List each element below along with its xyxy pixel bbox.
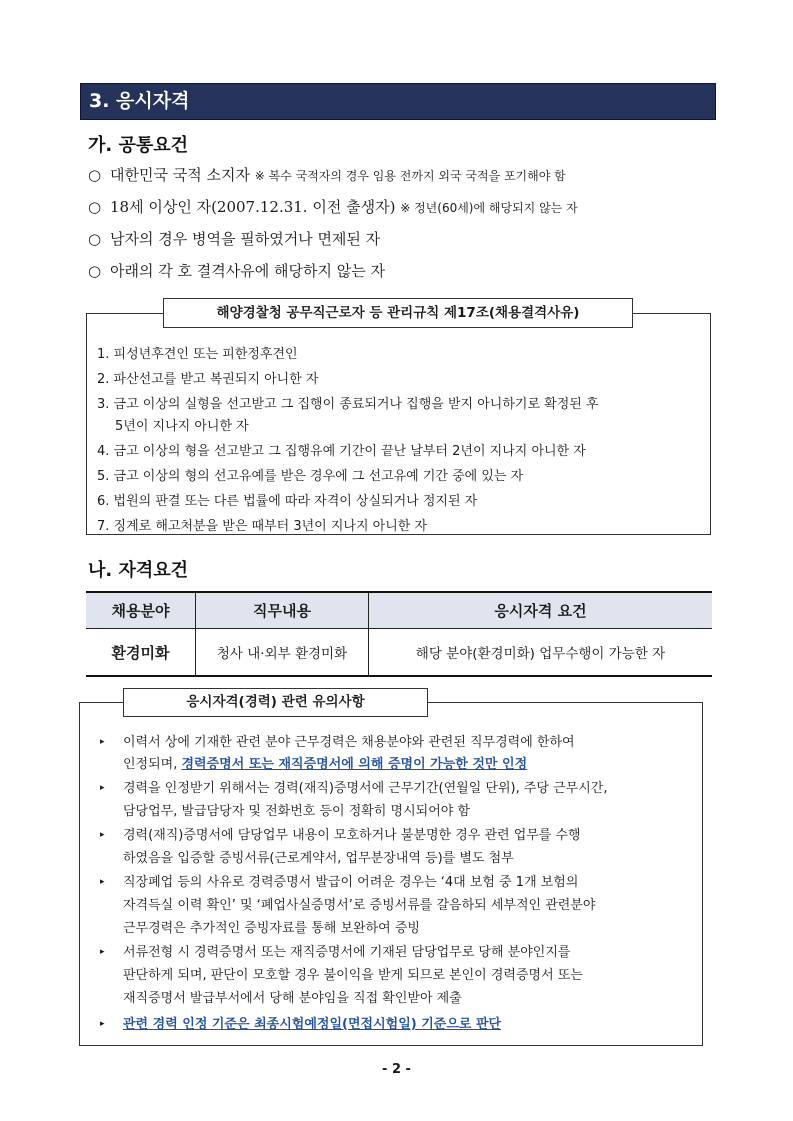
disqualification-item: 2. 파산선고를 받고 복권되지 아니한 자 [97,372,319,387]
column-header: 직무내용 [196,592,369,629]
circle-bullet: ○ [88,230,102,248]
note-item [100,1013,501,1032]
column-header: 응시자격 요건 [369,592,713,629]
disqualification-item: 4. 금고 이상의 형을 선고받고 그 집행유예 기간이 끝난 날부터 2년이 지나지 아니한 자 [97,444,586,459]
column-header: 채용분야 [86,592,196,629]
requirement-item: ○ 18세 이상인 자(2007.12.31. 이전 출생자) ※ 정년(60세)에 해당되지 않는 자 [88,198,578,216]
note-item: ▸ 경력을 인정받기 위해서는 경력(재직)증명서에 근무기간(연월일 단위), 주당 근무시간, [100,781,608,796]
note-item-continued: 담당업무, 발급담당자 및 전화번호 등이 정확히 명시되어야 함 [123,804,471,819]
disqualification-item: 1. 피성년후견인 또는 피한정후견인 [97,347,298,362]
table-cell: 환경미화 [86,629,196,677]
note-item-continued: 재직증명서 발급부서에서 당해 분야임을 직접 확인받아 제출 [123,991,462,1006]
table-row [86,629,712,677]
note-item-continued: 판단하게 되며, 판단이 모호할 경우 불이익을 받게 되므로 본인이 경력증명서 또는 [123,968,583,983]
highlighted-text: 관련 경력 인정 기준은 최종시험예정일(면접시험일) 기준으로 판단 [123,1017,502,1032]
triangle-bullet-icon: ▸ [100,830,105,840]
requirement-note: ※ 복수 국적자의 경우 임용 전까지 외국 국적을 포기해야 함 [254,169,566,183]
circle-bullet: ○ [88,166,102,184]
circle-bullet: ○ [88,198,102,216]
disqualification-item: 7. 징계로 해고처분을 받은 때부터 3년이 지나지 아니한 자 [97,519,428,534]
requirement-item: ○ 남자의 경우 병역을 필하였거나 면제된 자 [88,230,381,248]
table-cell: 청사 내·외부 환경미화 [196,629,369,677]
note-item-continued: 하였음을 입증할 증빙서류(근로계약서, 업무분장내역 등)를 별도 첨부 [123,851,514,866]
requirement-item: ○ 아래의 각 호 결격사유에 해당하지 않는 자 [88,262,385,280]
requirement-note: ※ 정년(60세)에 해당되지 않는 자 [400,201,578,215]
table-cell: 해당 분야(환경미화) 업무수행이 가능한 자 [369,629,713,677]
note-item: ▸ 이력서 상에 기재한 관련 분야 근무경력은 채용분야와 관련된 직무경력에 한하여 [100,735,575,750]
section-header [80,83,716,120]
highlighted-text: 경력증명서 또는 재직증명서에 의해 증명이 가능한 것만 인정 [181,757,528,772]
disqualification-item: 3. 금고 이상의 실형을 선고받고 그 집행이 종료되거나 집행을 받지 아니하기로 확정된 후 [97,397,599,412]
qualification-table [86,591,712,677]
triangle-bullet-icon: ▸ [100,877,105,887]
triangle-bullet-icon: ▸ [100,783,105,793]
triangle-bullet-icon: ▸ [100,737,105,747]
circle-bullet: ○ [88,262,102,280]
common-requirements-title: 가. 공통요건 [88,135,189,156]
requirement-item: ○ 대한민국 국적 소지자 ※ 복수 국적자의 경우 임용 전까지 외국 국적을 포기해야 함 [88,166,566,184]
section-title: 3. 응시자격 [89,90,190,112]
disqualification-item-continued: 5년이 지나지 아니한 자 [115,419,249,434]
triangle-bullet-icon: ▸ [100,947,105,957]
page-number: - 2 - [382,1062,411,1077]
disqualification-item: 5. 금고 이상의 형의 선고유예를 받은 경우에 그 선고유예 기간 중에 있는 자 [97,469,524,484]
note-item-continued: 인정되며, 경력증명서 또는 재직증명서에 의해 증명이 가능한 것만 인정 [123,757,528,772]
disqualification-item: 6. 법원의 판결 또는 다른 법률에 따라 자격이 상실되거나 정지된 자 [97,494,478,509]
qualification-title: 나. 자격요건 [88,560,189,581]
disqualification-box-title: 해양경찰청 공무직근로자 등 관리규칙 제17조(채용결격사유) [163,298,633,328]
note-item: ▸ 경력(재직)증명서에 담당업무 내용이 모호하거나 불분명한 경우 관련 업무를 수행 [100,828,581,843]
triangle-bullet-icon: ▸ [100,1019,105,1029]
note-item-continued: 근무경력은 추가적인 증빙자료를 통해 보완하여 증빙 [123,921,420,936]
table-header-row [86,592,712,629]
note-item: ▸ 직장폐업 등의 사유로 경력증명서 발급이 어려운 경우는 ‘4대 보험 중 1개 보험의 [100,875,579,890]
notes-box-title: 응시자격(경력) 관련 유의사항 [123,688,428,717]
note-item: ▸ 서류전형 시 경력증명서 또는 재직증명서에 기재된 담당업무로 당해 분야인지를 [100,945,571,960]
note-item-continued: 자격득실 이력 확인’ 및 ‘폐업사실증명서’로 증빙서류를 갈음하되 세부적인 관련분야 [123,898,596,913]
